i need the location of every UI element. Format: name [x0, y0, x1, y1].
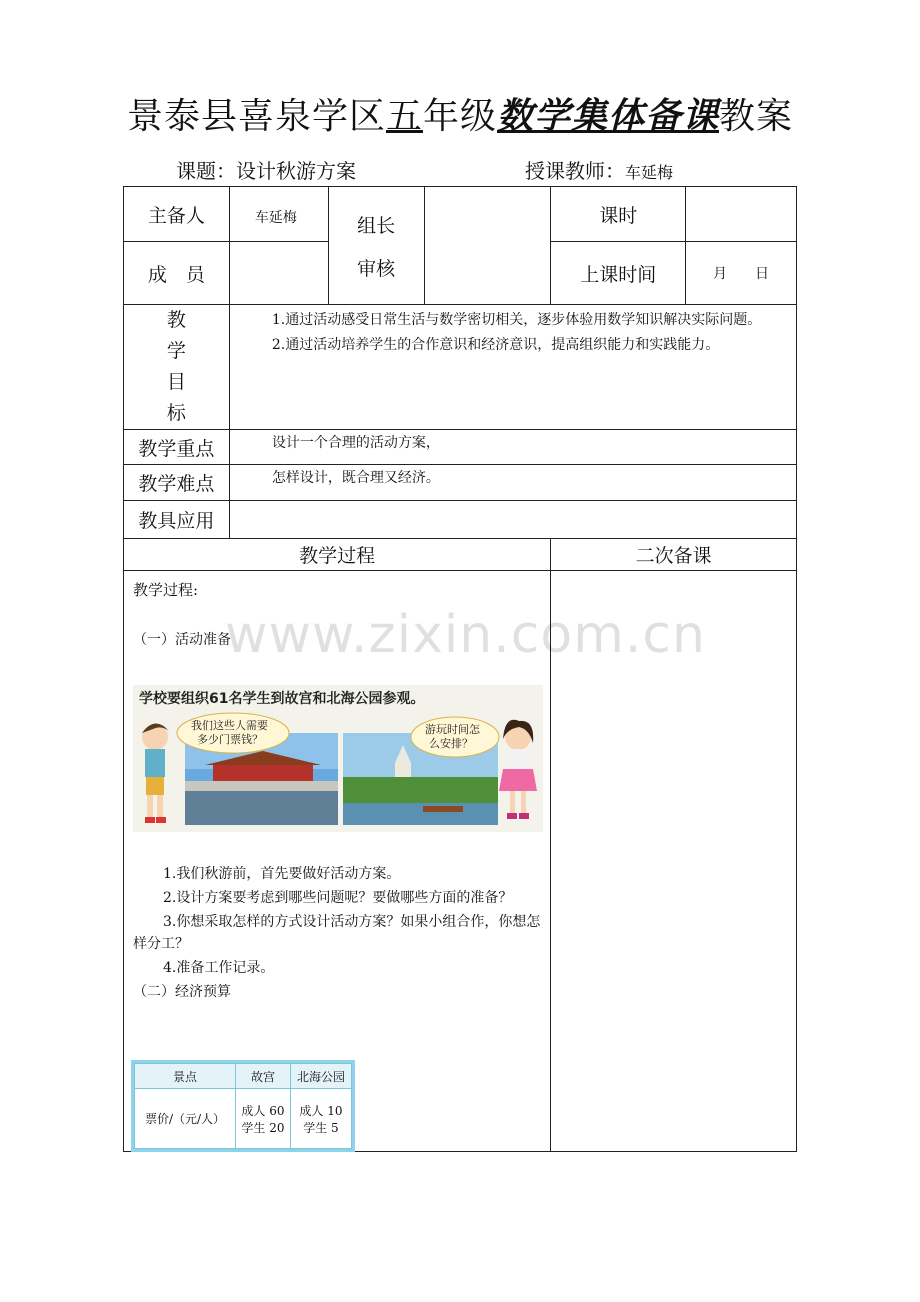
goals-label-char: 学 [166, 340, 186, 362]
goals-content [229, 305, 796, 430]
section-activity-prep: （一）活动准备 [133, 632, 231, 648]
month-label: 月 [713, 266, 728, 282]
day-label: 日 [755, 266, 770, 282]
gugong-student-price: 学生 20 [241, 1120, 285, 1135]
goals-label-char: 目 [166, 371, 186, 393]
goals-label [124, 305, 230, 430]
step-item: 4.准备工作记录。 [163, 960, 275, 976]
process-header: 教学过程 [124, 539, 551, 571]
title-district: 景泰县喜泉学区 [126, 96, 386, 137]
bubble-right-text: 游玩时间怎 [425, 723, 480, 736]
class-time-label: 上课时间 [551, 242, 686, 305]
price-gugong [236, 1089, 291, 1149]
price-beihai [290, 1089, 351, 1149]
gugong-adult-price: 成人 60 [241, 1103, 285, 1118]
secondary-prep-header: 二次备课 [551, 539, 797, 571]
beihai-student-price: 学生 5 [303, 1120, 339, 1135]
teacher-label: 授课教师： [525, 159, 625, 183]
hours-label: 课时 [551, 187, 686, 242]
goal-2: 2.通过活动培养学生的合作意识和经济意识，提高组织能力和实践能力。 [271, 337, 720, 353]
title-subject: 数学集体备课 [497, 95, 720, 137]
key-point-value: 设计一个合理的活动方案， [229, 430, 796, 465]
section-budget: （二）经济预算 [133, 984, 231, 1000]
leader-label: 组长 [357, 214, 396, 237]
beihai-adult-price: 成人 10 [299, 1103, 343, 1118]
activity-illustration [133, 685, 543, 832]
difficulty-value: 怎样设计，既合理又经济。 [229, 465, 796, 501]
goals-label-char: 教 [166, 309, 186, 331]
topic-line [176, 155, 356, 184]
lesson-plan-table [123, 186, 797, 1152]
step-item: 3.你想采取怎样的方式设计活动方案？如果小组合作，你想怎样分工？ [133, 914, 541, 952]
members-value [229, 242, 328, 305]
price-col-beihai: 北海公园 [290, 1064, 351, 1089]
leader-review-label [328, 187, 424, 305]
document-title [0, 88, 920, 139]
preparer-value: 车延梅 [229, 187, 328, 242]
price-col-spot: 景点 [135, 1064, 236, 1089]
hours-value [686, 187, 797, 242]
tools-value [229, 501, 796, 539]
title-grade: 五 [385, 96, 423, 137]
class-time-value [686, 242, 797, 305]
topic-value: 设计秋游方案 [236, 159, 356, 183]
price-row-label: 票价/（元/人） [135, 1089, 236, 1149]
key-point-label: 教学重点 [124, 430, 230, 465]
goal-1: 1.通过活动感受日常生活与数学密切相关，逐步体验用数学知识解决实际问题。 [271, 312, 762, 328]
watermark: www.zixin.com.cn [225, 605, 706, 665]
step-item: 1.我们秋游前，首先要做好活动方案。 [163, 866, 401, 882]
steps-list [133, 863, 545, 1003]
ticket-price-table [131, 1060, 355, 1152]
illustration-banner: 学校要组织61名学生到故宫和北海公园参观。 [139, 691, 425, 707]
illustration-svg [133, 685, 543, 832]
title-grade-suffix: 年级 [422, 96, 497, 137]
process-intro: 教学过程: [133, 581, 199, 599]
members-label: 成 员 [124, 242, 230, 305]
topic-label: 课题： [176, 159, 236, 183]
teacher-line [525, 155, 673, 184]
difficulty-label: 教学难点 [124, 465, 230, 501]
step-item: 2.设计方案要考虑到哪些问题呢？要做哪些方面的准备？ [163, 890, 513, 906]
goals-label-char: 标 [166, 402, 186, 424]
bubble-right-text: 么安排？ [429, 737, 473, 750]
tools-label: 教具应用 [124, 501, 230, 539]
review-label: 审核 [357, 257, 396, 280]
teacher-value: 车延梅 [625, 163, 674, 182]
leader-review-cell [424, 187, 551, 305]
bubble-left-text: 多少门票钱？ [197, 733, 263, 746]
title-suffix: 教案 [719, 96, 794, 137]
preparer-label: 主备人 [124, 187, 230, 242]
price-col-gugong: 故宫 [236, 1064, 291, 1089]
bubble-left-text: 我们这些人需要 [191, 719, 268, 732]
